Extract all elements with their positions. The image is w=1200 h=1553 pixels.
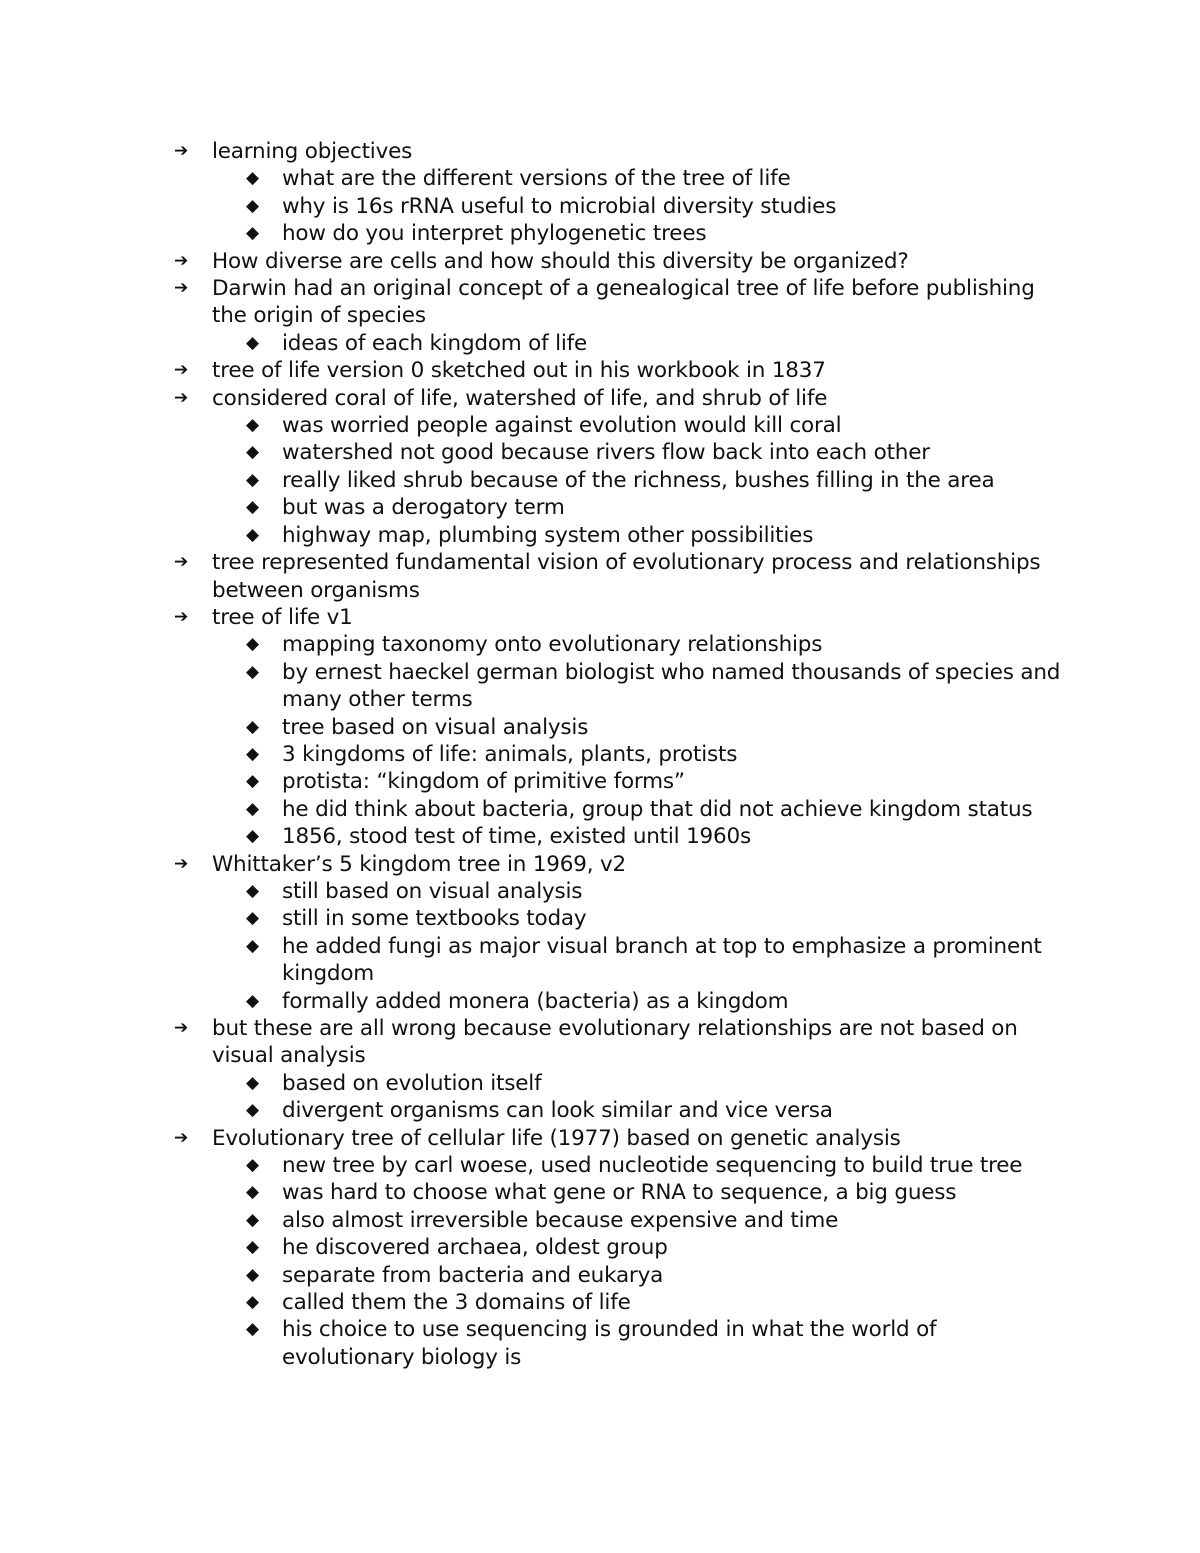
note-text: he did think about bacteria, group that did not achieve kingdom status [282,796,1033,822]
diamond-bullet-icon: ◆ [246,469,259,490]
diamond-bullet-icon: ◆ [246,935,259,956]
diamond-bullet-icon: ◆ [246,1100,259,1121]
diamond-bullet-icon: ◆ [246,1072,259,1093]
note-text: learning objectives [212,139,413,164]
sub-note-item [172,988,1072,1015]
note-text: Whittaker’s 5 kingdom tree in 1969, v2 [212,851,627,877]
sub-note-item [172,796,1072,823]
diamond-bullet-icon: ◆ [246,634,259,655]
sub-note-item [172,1097,1072,1124]
diamond-bullet-icon: ◆ [246,1319,259,1340]
note-text: highway map, plumbing system other possibilities [282,522,814,548]
sub-note-item [172,741,1072,768]
arrow-bullet-icon: ➔ [174,1018,189,1038]
note-text: tree represented fundamental vision of evolutionary process and relationships between organisms [212,550,1041,603]
arrow-bullet-icon: ➔ [174,278,189,299]
note-text: by ernest haeckel german biologist who named thousands of species and many other terms [282,659,1061,713]
note-item [172,248,1072,275]
sub-note-item [172,193,1072,220]
diamond-bullet-icon: ◆ [246,1155,259,1176]
sub-note-item [172,768,1072,795]
sub-note-item [172,659,1072,714]
note-item [172,385,1072,412]
sub-note-item [172,412,1072,439]
note-text: but was a derogatory term [282,495,565,521]
diamond-bullet-icon: ◆ [246,168,259,189]
arrow-bullet-icon: ➔ [174,360,189,381]
diamond-bullet-icon: ◆ [246,1209,259,1230]
sub-note-item [172,1289,1072,1316]
diamond-bullet-icon: ◆ [246,332,259,353]
note-text: tree of life version 0 sketched out in his workbook in 1837 [212,358,826,384]
arrow-bullet-icon: ➔ [174,387,189,408]
arrow-bullet-icon: ➔ [174,141,189,161]
diamond-bullet-icon: ◆ [246,1237,259,1258]
note-text: separate from bacteria and eukarya [282,1262,664,1288]
sub-note-item [172,220,1072,247]
note-item [172,1125,1072,1152]
note-item [172,851,1072,878]
diamond-bullet-icon: ◆ [246,497,259,518]
diamond-bullet-icon: ◆ [246,1182,259,1203]
sub-note-item [172,494,1072,521]
sub-note-item [172,878,1072,905]
note-item [172,1015,1072,1070]
note-item [172,604,1072,631]
note-text: mapping taxonomy onto evolutionary relationships [282,632,823,658]
diamond-bullet-icon: ◆ [246,223,259,244]
diamond-bullet-icon: ◆ [246,661,259,682]
arrow-bullet-icon: ➔ [174,1127,189,1148]
note-text: formally added monera (bacteria) as a kingdom [282,988,789,1014]
note-item [172,275,1072,330]
note-text: what are the different versions of the tree of life [282,166,791,192]
note-text: called them the 3 domains of life [282,1290,631,1316]
sub-note-item [172,439,1072,466]
sub-note-item [172,1070,1072,1097]
diamond-bullet-icon: ◆ [246,990,259,1011]
note-text: tree based on visual analysis [282,714,589,740]
diamond-bullet-icon: ◆ [246,743,259,764]
arrow-bullet-icon: ➔ [174,853,189,874]
diamond-bullet-icon: ◆ [246,195,259,216]
note-text: watershed not good because rivers flow back into each other [282,440,930,466]
diamond-bullet-icon: ◆ [246,826,259,847]
note-text: divergent organisms can look similar and vice versa [282,1098,833,1124]
note-text: ideas of each kingdom of life [282,330,588,356]
sub-note-item [172,823,1072,850]
sub-note-item [172,1262,1072,1289]
sub-note-item [172,1234,1072,1261]
sub-note-item [172,467,1072,494]
note-text: 1856, stood test of time, existed until 1960s [282,824,751,850]
diamond-bullet-icon: ◆ [246,908,259,929]
note-text: he discovered archaea, oldest group [282,1235,668,1261]
note-text: he added fungi as major visual branch at top to emphasize a prominent kingdom [282,933,1042,987]
note-text: was worried people against evolution would kill coral [282,413,842,439]
note-text: still in some textbooks today [282,906,587,932]
diamond-bullet-icon: ◆ [246,1292,259,1313]
note-text: tree of life v1 [212,604,353,630]
sub-note-item [172,1179,1072,1206]
diamond-bullet-icon: ◆ [246,716,259,737]
sub-note-item [172,1207,1072,1234]
sub-note-item [172,714,1072,741]
note-text: was hard to choose what gene or RNA to sequence, a big guess [282,1180,957,1206]
note-text: but these are all wrong because evolutionary relationships are not based on visual analysis [212,1016,1018,1069]
note-text: really liked shrub because of the richness, bushes filling in the area [282,467,995,493]
sub-note-item [172,933,1072,988]
note-text: considered coral of life, watershed of life, and shrub of life [212,385,828,411]
sub-note-item [172,1152,1072,1179]
note-item [172,138,1072,165]
diamond-bullet-icon: ◆ [246,880,259,901]
note-text: new tree by carl woese, used nucleotide sequencing to build true tree [282,1153,1023,1179]
note-item [172,357,1072,384]
sub-note-item [172,1316,1072,1371]
arrow-bullet-icon: ➔ [174,250,189,271]
sub-note-item [172,330,1072,357]
arrow-bullet-icon: ➔ [174,552,189,573]
diamond-bullet-icon: ◆ [246,524,259,545]
note-text: also almost irreversible because expensive and time [282,1207,839,1233]
sub-note-item [172,165,1072,192]
diamond-bullet-icon: ◆ [246,798,259,819]
note-text: Darwin had an original concept of a genealogical tree of life before publishing the origin of species [212,276,1035,329]
sub-note-item [172,522,1072,549]
diamond-bullet-icon: ◆ [246,771,259,792]
note-text: based on evolution itself [282,1070,542,1096]
sub-note-item [172,631,1072,658]
note-text: Evolutionary tree of cellular life (1977) based on genetic analysis [212,1125,901,1151]
note-text: how do you interpret phylogenetic trees [282,221,707,247]
sub-note-item [172,905,1072,932]
arrow-bullet-icon: ➔ [174,606,189,627]
note-text: 3 kingdoms of life: animals, plants, protists [282,741,738,767]
note-item [172,549,1072,604]
diamond-bullet-icon: ◆ [246,442,259,463]
diamond-bullet-icon: ◆ [246,415,259,436]
note-text: How diverse are cells and how should this diversity be organized? [212,248,909,274]
note-text: still based on visual analysis [282,878,583,904]
note-text: his choice to use sequencing is grounded in what the world of evolutionary biology is [282,1317,937,1370]
note-text: why is 16s rRNA useful to microbial diversity studies [282,193,837,219]
diamond-bullet-icon: ◆ [246,1264,259,1285]
notes-list [172,138,1072,1371]
note-text: protista: “kingdom of primitive forms” [282,769,685,795]
